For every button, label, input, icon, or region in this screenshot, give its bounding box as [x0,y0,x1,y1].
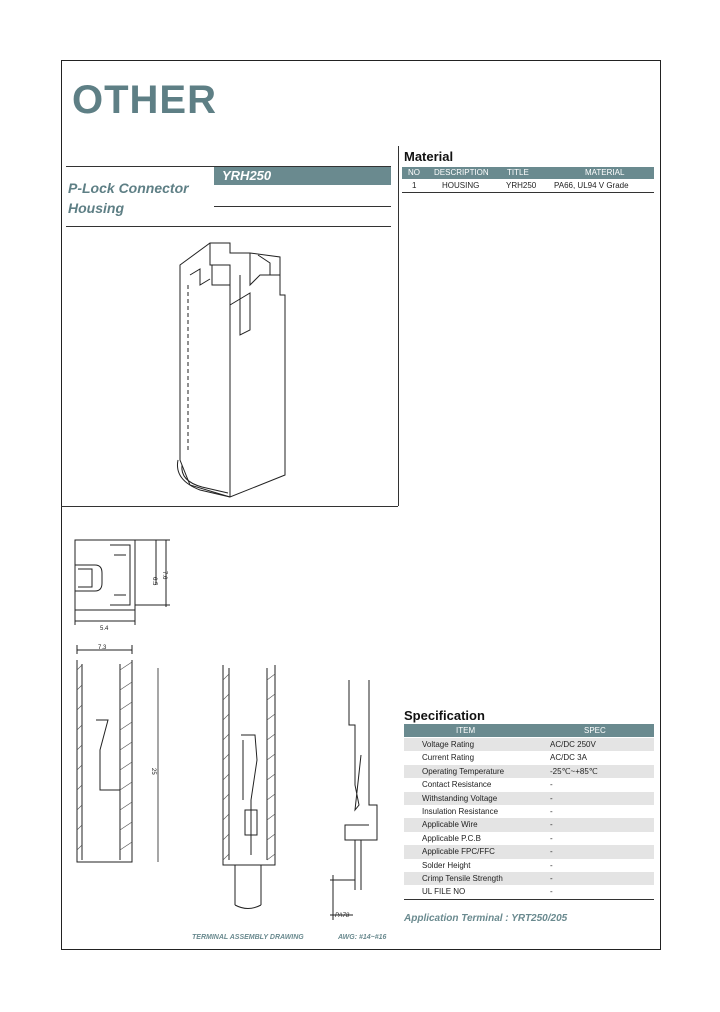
spec-item: Applicable FPC/FFC [422,847,495,857]
dim-height-b: 7.6 [161,571,167,580]
spec-item: Voltage Rating [422,740,475,749]
material-title: Material [404,149,454,164]
title-bottom-rule [66,226,391,227]
model-rule [214,206,391,207]
product-name-line2: Housing [68,200,124,216]
table-row [404,751,654,764]
material-row [402,180,654,193]
table-row [404,738,654,751]
material-header-title: TITLE [507,168,529,177]
spec-header-spec: SPEC [584,726,606,735]
material-row-material: PA66, UL94 V Grade [554,181,629,190]
housing-3d-drawing [170,235,300,500]
table-row [404,832,654,845]
product-name [68,178,189,218]
table-row [404,885,654,898]
material-header [402,167,654,179]
panel-divider-horizontal [61,506,398,507]
material-row-title: YRH250 [506,181,537,190]
terminal-drawing [325,675,380,925]
spec-item: Applicable Wire [422,820,478,830]
spec-value: - [550,820,553,830]
dim-width-b: 7.3 [98,645,107,651]
spec-header-item: ITEM [456,726,476,735]
table-row [404,792,654,805]
product-name-line1: P-Lock Connector [68,180,189,196]
wire-label: PA78 [335,913,350,919]
table-row [404,872,654,885]
spec-value: - [550,793,553,803]
spec-value: - [550,780,553,790]
spec-value: - [550,887,553,897]
top-view-drawing [70,535,190,630]
material-header-description: DESCRIPTION [434,168,489,177]
material-header-material: MATERIAL [585,168,625,177]
dim-length: 25 [150,768,156,775]
table-row [404,765,654,778]
table-row [404,805,654,818]
section-view-a [72,640,172,865]
material-header-no: NO [408,168,420,177]
terminal-assembly-caption: TERMINAL ASSEMBLY DRAWING [192,934,304,941]
spec-value: - [550,860,553,870]
spec-item: Solder Height [422,860,471,870]
table-row [404,778,654,791]
spec-value: - [550,833,553,843]
brand-title: OTHER [72,78,217,122]
spec-item: Operating Temperature [422,766,505,776]
spec-value: - [550,806,553,816]
table-row [404,845,654,858]
model-number: YRH250 [214,167,391,185]
awg-caption: AWG: #14~#16 [338,934,387,941]
section-view-b [215,660,285,910]
spec-item: Insulation Resistance [422,806,499,816]
panel-divider-vertical [398,146,399,506]
spec-bottom-rule [404,899,654,900]
spec-item: Current Rating [422,753,475,763]
spec-value: AC/DC 3A [550,753,587,763]
spec-item: Withstanding Voltage [422,793,498,803]
spec-value: -25℃~+85℃ [550,766,598,776]
material-row-no: 1 [412,181,417,190]
spec-item: UL FILE NO [422,887,466,897]
dim-width-a: 5.4 [100,626,109,632]
spec-item: Contact Resistance [422,780,492,790]
spec-value: - [550,873,553,883]
application-terminal: Application Terminal : YRT250/205 [404,913,568,924]
specification-header [404,724,654,737]
specification-title: Specification [404,708,485,723]
spec-value: - [550,847,553,857]
material-row-description: HOUSING [442,181,480,190]
spec-value: AC/DC 250V [550,740,596,749]
dim-height-a: 6.5 [151,577,157,586]
table-row [404,818,654,831]
spec-item: Crimp Tensile Strength [422,873,503,883]
table-row [404,859,654,872]
spec-item: Applicable P.C.B [422,833,481,843]
specification-rows [404,738,654,899]
